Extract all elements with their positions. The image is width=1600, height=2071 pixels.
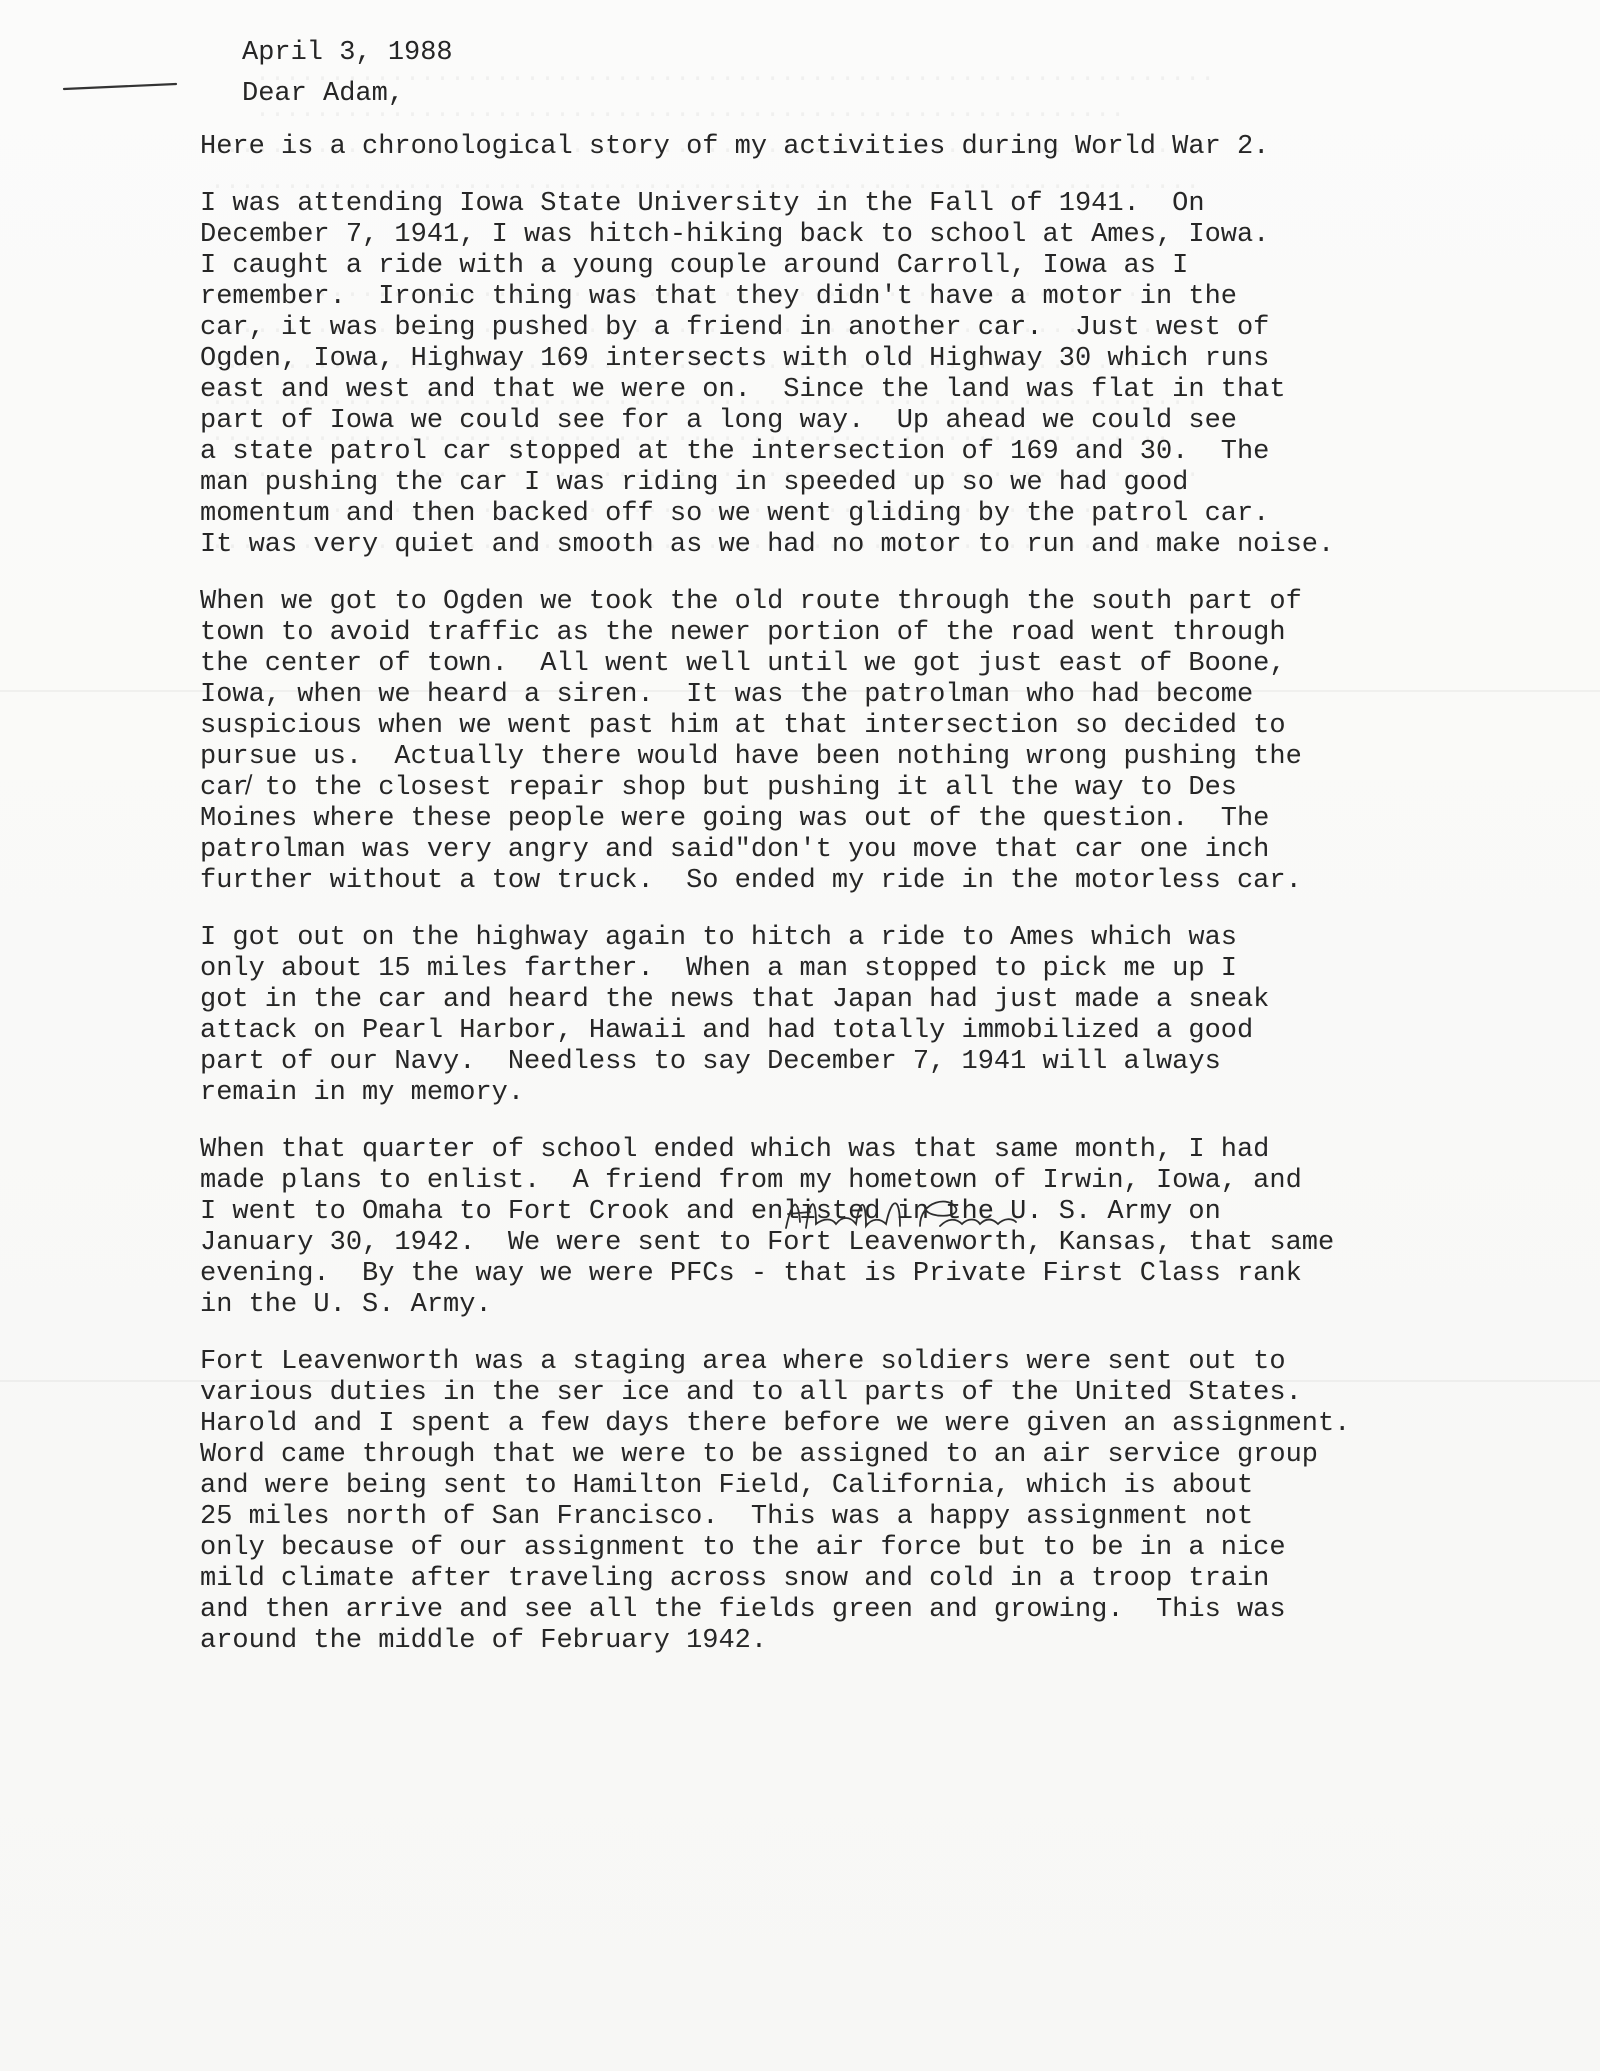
text-line: attack on Pearl Harbor, Hawaii and had totally immobilized a good [200,1016,1254,1046]
text-line: I caught a ride with a young couple around Carroll, Iowa as I [200,251,1189,281]
text-line: momentum and then backed off so we went gliding by the patrol car. [200,499,1270,529]
paragraph [200,587,1580,897]
handwritten-annotation [780,1188,1020,1238]
text-line: and were being sent to Hamilton Field, California, which is about [200,1471,1254,1501]
text-line: in the U. S. Army. [200,1290,492,1320]
text-line: evening. By the way we were PFCs - that is Private First Class rank [200,1259,1302,1289]
paragraph [200,923,1580,1109]
text-line: only because of our assignment to the air force but to be in a nice [200,1533,1286,1563]
text-line: around the middle of February 1942. [200,1626,768,1656]
text-line: pursue us. Actually there would have been nothing wrong pushing the [200,742,1302,772]
pen-mark [60,82,180,92]
text-line: and then arrive and see all the fields green and growing. This was [200,1595,1286,1625]
paragraph [200,1347,1580,1657]
text-line: I got out on the highway again to hitch a ride to Ames which was [200,923,1237,953]
paragraphs [200,132,1580,1657]
text-line: Ogden, Iowa, Highway 169 intersects with old Highway 30 which runs [200,344,1270,374]
text-line: January 30, 1942. We were sent to Fort Leavenworth, Kansas, that same [200,1228,1335,1258]
text-line: December 7, 1941, I was hitch-hiking back to school at Ames, Iowa. [200,220,1270,250]
text-line: suspicious when we went past him at that intersection so decided to [200,711,1286,741]
letter-body [200,38,1580,1683]
text-line: remember. Ironic thing was that they didn't have a motor in the [200,282,1237,312]
text-line: made plans to enlist. A friend from my hometown of Irwin, Iowa, and [200,1166,1302,1196]
text-line: It was very quiet and smooth as we had no motor to run and make noise. [200,530,1335,560]
text-line: east and west and that we were on. Since the land was flat in that [200,375,1286,405]
letter-date: April 3, 1988 [242,38,453,68]
text-line: further without a tow truck. So ended my ride in the motorless car. [200,866,1302,896]
paragraph [200,132,1580,163]
text-line: Iowa, when we heard a siren. It was the patrolman who had become [200,680,1254,710]
text-line: a state patrol car stopped at the intersection of 169 and 30. The [200,437,1270,467]
text-line: patrolman was very angry and said"don't you move that car one inch [200,835,1270,865]
text-line: got in the car and heard the news that Japan had just made a sneak [200,985,1270,1015]
salutation: Dear Adam, [242,79,405,109]
text-line: car̸ to the closest repair shop but pushing it all the way to Des [200,773,1237,803]
text-line: car, it was being pushed by a friend in another car. Just west of [200,313,1270,343]
text-line: Moines where these people were going was out of the question. The [200,804,1270,834]
text-line: Here is a chronological story of my activities during World War 2. [200,132,1270,162]
text-line: Fort Leavenworth was a staging area where soldiers were sent out to [200,1347,1286,1377]
text-line: only about 15 miles farther. When a man stopped to pick me up I [200,954,1237,984]
text-line: the center of town. All went well until we got just east of Boone, [200,649,1286,679]
text-line: 25 miles north of San Francisco. This was a happy assignment not [200,1502,1254,1532]
text-line: various duties in the ser ice and to all parts of the United States. [200,1378,1302,1408]
text-line: Word came through that we were to be assigned to an air service group [200,1440,1318,1470]
text-line: man pushing the car I was riding in speeded up so we had good [200,468,1189,498]
text-line: remain in my memory. [200,1078,525,1108]
text-line: part of Iowa we could see for a long way. Up ahead we could see [200,406,1237,436]
text-line: town to avoid traffic as the newer portion of the road went through [200,618,1286,648]
text-line: I went to Omaha to Fort Crook and enlisted in the U. S. Army on [200,1197,1221,1227]
text-line: part of our Navy. Needless to say December 7, 1941 will always [200,1047,1221,1077]
text-line: Harold and I spent a few days there before we were given an assignment. [200,1409,1351,1439]
paragraph [200,189,1580,561]
text-line: mild climate after traveling across snow and cold in a troop train [200,1564,1270,1594]
text-line: When we got to Ogden we took the old route through the south part of [200,587,1302,617]
text-line: I was attending Iowa State University in the Fall of 1941. On [200,189,1205,219]
text-line: When that quarter of school ended which was that same month, I had [200,1135,1270,1165]
